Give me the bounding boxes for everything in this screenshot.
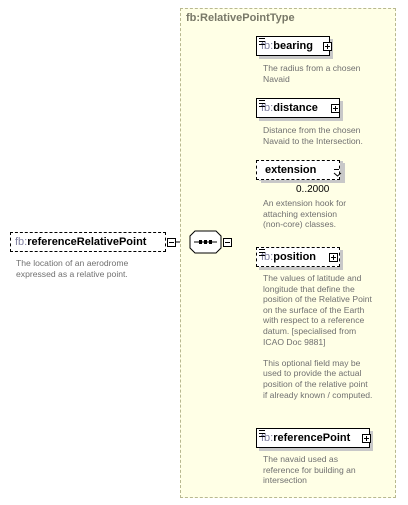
referencepoint-description: The navaid used as reference for building an intersection: [263, 454, 356, 486]
bearing-prefix: fb:: [261, 40, 274, 52]
extension-cardinality: 0..2000: [296, 184, 330, 195]
root-description: The location of an aerodrome expressed as a relative point.: [16, 258, 129, 279]
documentation-icon: [259, 100, 265, 107]
distance-description: Distance from the chosen Navaid to the Intersection.: [263, 125, 363, 146]
sequence-icon: [189, 230, 222, 254]
documentation-icon: [259, 249, 265, 256]
element-distance[interactable]: [256, 98, 340, 118]
extension-description: An extension hook for attaching extension (non-core) classes.: [263, 198, 347, 230]
element-referencepoint[interactable]: [256, 428, 370, 448]
element-position[interactable]: [256, 247, 340, 267]
root-prefix: fb:: [15, 236, 28, 248]
type-title: fb:RelativePointType: [186, 12, 295, 24]
collapse-sequence-icon[interactable]: [223, 238, 232, 247]
bearing-description: The radius from a chosen Navaid: [263, 63, 361, 84]
documentation-icon: [259, 430, 265, 437]
sequence-compositor[interactable]: [189, 230, 222, 254]
position-name: position: [273, 251, 317, 263]
element-bearing[interactable]: [256, 36, 330, 56]
root-name: referenceRelativePoint: [27, 236, 147, 248]
position-description: The values of latitude and longitude that define the position of the Relative Point on the surface of the Earth with respect to a reference datum. [specialised from ICAO Doc 9881] This optional field may be used to provide the actual position of the relative point if already known / computed.: [263, 273, 373, 400]
referencepoint-name: referencePoint: [273, 432, 351, 444]
expand-distance-icon[interactable]: [331, 104, 340, 113]
expand-bearing-icon[interactable]: [323, 42, 332, 51]
extension-chevron-icon[interactable]: [333, 166, 342, 175]
extension-name: extension: [265, 164, 317, 176]
collapse-root-icon[interactable]: [167, 238, 176, 247]
element-extension[interactable]: [256, 160, 340, 180]
referencepoint-prefix: fb:: [261, 432, 274, 444]
documentation-icon: [259, 38, 265, 45]
bearing-name: bearing: [273, 40, 313, 52]
expand-referencepoint-icon[interactable]: [362, 434, 371, 443]
expand-position-icon[interactable]: [329, 253, 338, 262]
distance-prefix: fb:: [261, 102, 274, 114]
position-prefix: fb:: [261, 251, 274, 263]
distance-name: distance: [273, 102, 318, 114]
root-element-referencerelativepoint[interactable]: [10, 232, 166, 252]
